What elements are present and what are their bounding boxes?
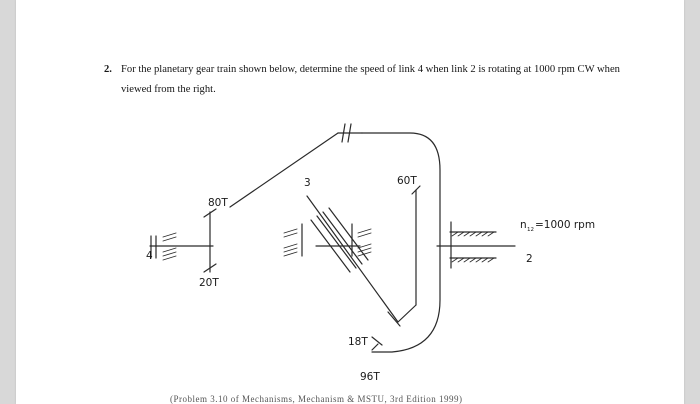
arm-link-3 — [230, 133, 338, 207]
label-link-4: 4 — [146, 250, 153, 262]
problem-text: For the planetary gear train shown below, determine the speed of link 4 when link 2 is rotating at 1000 rpm CW when viewed from the right. — [121, 64, 620, 95]
problem-number: 2. — [104, 64, 112, 75]
gear-18t — [388, 312, 400, 326]
label-20t: 20T — [199, 277, 219, 289]
label-link-3: 3 — [304, 177, 311, 189]
speed-symbol: n — [520, 219, 527, 231]
speed-value: =1000 rpm — [535, 219, 596, 231]
speed-annotation — [520, 219, 595, 233]
footer-citation: (Problem 3.10 of Mechanisms, Mechanism & MSTU, 3rd Edition 1999) — [170, 394, 463, 404]
planet-arm — [307, 196, 398, 322]
speed-subscript: 12 — [527, 227, 534, 233]
label-96t: 96T — [360, 371, 380, 383]
label-18t: 18T — [348, 336, 368, 348]
label-80t: 80T — [208, 197, 228, 209]
label-link-2: 2 — [526, 253, 533, 265]
label-60t: 60T — [397, 175, 417, 187]
